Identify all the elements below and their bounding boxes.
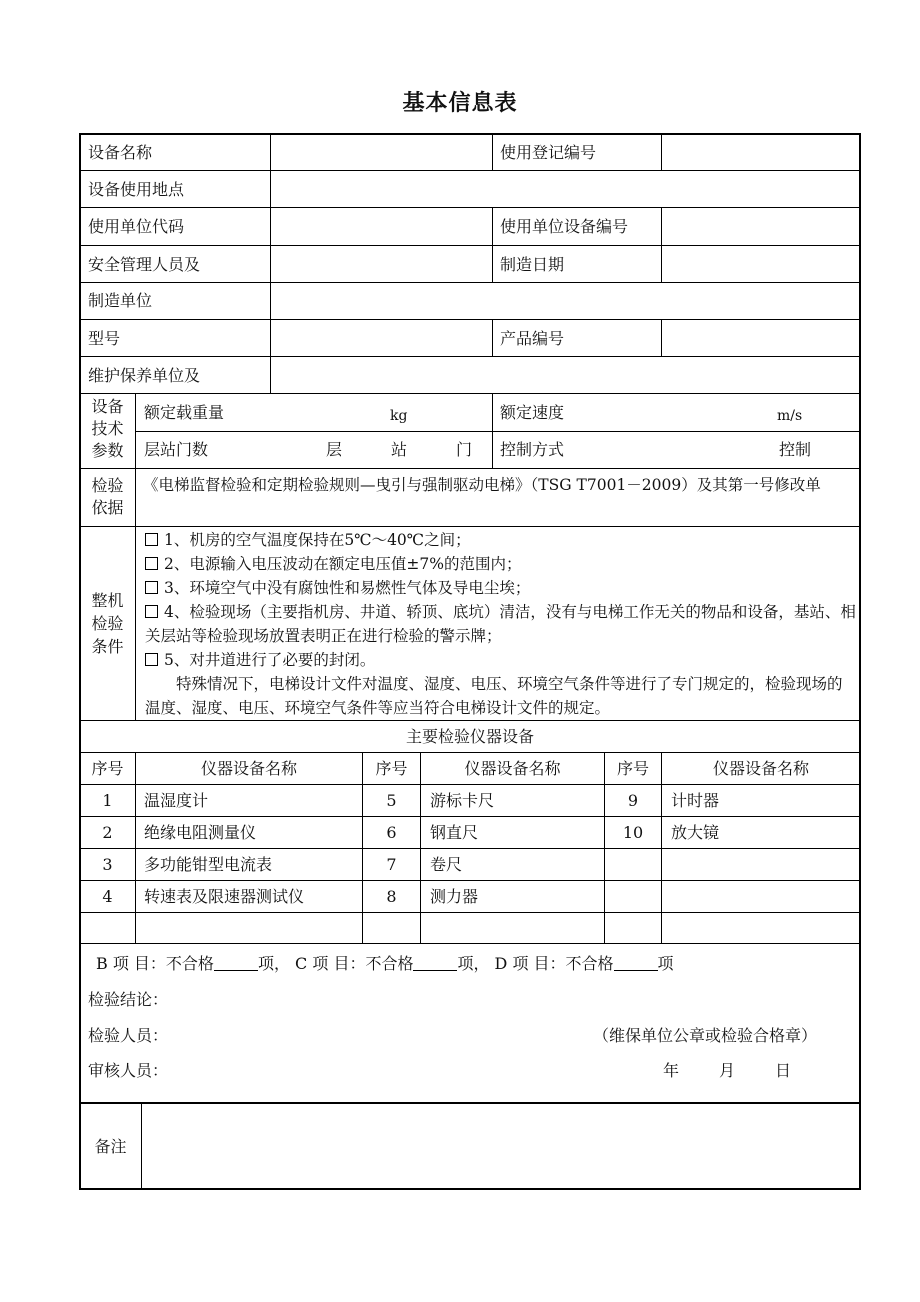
row-divider bbox=[79, 319, 861, 320]
row-divider bbox=[79, 356, 861, 357]
instrument-name: 放大镜 bbox=[671, 823, 720, 842]
condition-item bbox=[145, 600, 857, 648]
instrument-name: 多功能钳型电流表 bbox=[144, 855, 273, 874]
seq-header: 序号 bbox=[91, 759, 124, 778]
condition-item bbox=[145, 648, 857, 672]
instrument-name: 绝缘电阻测量仪 bbox=[144, 823, 257, 842]
condition-text: 3、环境空气中没有腐蚀性和易燃性气体及导电尘埃； bbox=[164, 579, 531, 597]
instrument-no: 7 bbox=[386, 855, 397, 874]
row-divider bbox=[79, 784, 861, 785]
conditions-label-line: 条件 bbox=[91, 637, 124, 656]
col-divider bbox=[270, 133, 271, 393]
row-divider bbox=[79, 816, 861, 817]
col-divider bbox=[492, 133, 493, 171]
conclusion-label: 检验结论： bbox=[88, 990, 169, 1009]
checkbox-icon[interactable] bbox=[145, 653, 158, 666]
instrument-no: 1 bbox=[102, 791, 113, 810]
basis-label-line: 依据 bbox=[91, 498, 124, 517]
row-divider bbox=[79, 848, 861, 849]
condition-text: 1、机房的空气温度保持在5℃～40℃之间； bbox=[164, 531, 471, 549]
stops-label: 层站门数 bbox=[144, 440, 209, 459]
row-divider bbox=[79, 207, 861, 208]
row-divider bbox=[79, 282, 861, 283]
col-divider bbox=[362, 752, 363, 943]
date-month: 月 bbox=[719, 1061, 736, 1080]
device-name-label: 设备名称 bbox=[88, 143, 153, 162]
unit-code-label: 使用单位代码 bbox=[88, 217, 185, 236]
unit-device-no-label: 使用单位设备编号 bbox=[500, 217, 629, 236]
basis-text: 《电梯监督检验和定期检验规则—曳引与强制驱动电梯》（TSG T7001－2009）及其第一号修改单 bbox=[143, 476, 821, 494]
control-unit: 控制 bbox=[779, 440, 812, 459]
col-divider bbox=[420, 752, 421, 943]
col-divider bbox=[135, 752, 136, 943]
use-location-label: 设备使用地点 bbox=[88, 180, 185, 199]
basis-label bbox=[80, 475, 135, 519]
condition-text: 4、检验现场（主要指机房、井道、轿顶、底坑）清洁，没有与电梯工作无关的物品和设备，基站、相关层站等检验现场放置表明正在进行检验的警示牌； bbox=[145, 603, 856, 645]
col-divider bbox=[661, 319, 662, 357]
mfg-date-label: 制造日期 bbox=[500, 255, 565, 274]
checkbox-icon[interactable] bbox=[145, 605, 158, 618]
condition-text: 2、电源输入电压波动在额定电压值±7%的范围内； bbox=[164, 555, 522, 573]
col-divider bbox=[135, 393, 136, 720]
row-divider bbox=[79, 912, 861, 913]
instrument-no: 2 bbox=[102, 823, 113, 842]
tech-group-label-line: 设备 bbox=[91, 397, 124, 416]
condition-item bbox=[145, 552, 857, 576]
conditions-label-line: 整机 bbox=[91, 591, 124, 610]
instrument-no: 8 bbox=[386, 887, 397, 906]
name-header: 仪器设备名称 bbox=[712, 759, 809, 778]
remarks-label: 备注 bbox=[94, 1137, 127, 1156]
seq-header: 序号 bbox=[375, 759, 408, 778]
row-divider bbox=[79, 245, 861, 246]
b-items-label: B 项 目：不合格 bbox=[96, 954, 214, 973]
d-items-blank[interactable] bbox=[614, 954, 658, 971]
checkbox-icon[interactable] bbox=[145, 557, 158, 570]
instrument-name: 卷尺 bbox=[430, 855, 463, 874]
speed-unit: m/s bbox=[777, 408, 803, 424]
instrument-no: 5 bbox=[386, 791, 397, 810]
conditions-list bbox=[145, 528, 857, 720]
col-divider bbox=[492, 393, 493, 468]
tech-group-label-line: 技术 bbox=[91, 419, 124, 438]
rated-load-label: 额定载重量 bbox=[144, 403, 225, 422]
b-items-blank[interactable] bbox=[214, 954, 258, 971]
product-no-label: 产品编号 bbox=[500, 329, 565, 348]
conditions-label bbox=[80, 589, 135, 658]
row-divider bbox=[79, 880, 861, 881]
safety-manager-label: 安全管理人员及 bbox=[88, 255, 201, 274]
condition-item bbox=[145, 528, 857, 552]
special-note: 特殊情况下，电梯设计文件对温度、湿度、电压、环境空气条件等进行了专门规定的，检验现场的温度、湿度、电压、环境空气条件等应当符合电梯设计文件的规定。 bbox=[145, 675, 843, 717]
instruments-title: 主要检验仪器设备 bbox=[405, 727, 534, 746]
conditions-label-line: 检验 bbox=[91, 614, 124, 633]
control-mode-label: 控制方式 bbox=[500, 440, 565, 459]
row-divider bbox=[79, 468, 861, 469]
row-divider bbox=[79, 170, 861, 171]
instrument-name: 测力器 bbox=[430, 887, 479, 906]
d-items-tail: 项 bbox=[657, 954, 674, 973]
tech-group-label bbox=[80, 396, 135, 462]
col-divider bbox=[661, 133, 662, 171]
col-divider bbox=[661, 207, 662, 282]
name-header: 仪器设备名称 bbox=[200, 759, 297, 778]
instrument-name: 游标卡尺 bbox=[430, 791, 495, 810]
checkbox-icon[interactable] bbox=[145, 533, 158, 546]
seal-note: （维保单位公章或检验合格章） bbox=[593, 1026, 818, 1045]
instrument-name: 钢直尺 bbox=[430, 823, 479, 842]
condition-text: 5、对井道进行了必要的封闭。 bbox=[164, 651, 376, 669]
c-items-label: 项， C 项 目：不合格 bbox=[257, 954, 414, 973]
instrument-name: 温湿度计 bbox=[144, 791, 209, 810]
row-divider bbox=[79, 1102, 861, 1104]
load-unit: kg bbox=[390, 408, 408, 424]
date-year: 年 bbox=[663, 1061, 680, 1080]
row-divider bbox=[79, 526, 861, 527]
rated-speed-label: 额定速度 bbox=[500, 403, 565, 422]
stations-unit: 站 bbox=[391, 440, 408, 459]
row-divider bbox=[135, 431, 861, 432]
reviewer-label: 审核人员： bbox=[88, 1061, 169, 1080]
manufacturer-label: 制造单位 bbox=[88, 291, 153, 310]
seq-header: 序号 bbox=[616, 759, 649, 778]
row-divider bbox=[79, 943, 861, 944]
instrument-no: 10 bbox=[622, 823, 644, 842]
doors-unit: 门 bbox=[456, 440, 473, 459]
tech-group-label-line: 参数 bbox=[91, 441, 124, 460]
c-items-blank[interactable] bbox=[413, 954, 457, 971]
instrument-no: 9 bbox=[627, 791, 639, 810]
instrument-no: 4 bbox=[102, 887, 113, 906]
col-divider bbox=[492, 207, 493, 282]
instrument-no: 3 bbox=[102, 855, 113, 874]
row-divider bbox=[79, 393, 861, 394]
col-divider bbox=[141, 1103, 142, 1189]
page-title: 基本信息表 bbox=[402, 91, 518, 116]
row-divider bbox=[79, 720, 861, 721]
instrument-no: 6 bbox=[386, 823, 397, 842]
condition-item bbox=[145, 576, 857, 600]
date-day: 日 bbox=[775, 1061, 792, 1080]
col-divider bbox=[492, 319, 493, 357]
nonconformity-summary bbox=[96, 954, 674, 974]
name-header: 仪器设备名称 bbox=[464, 759, 561, 778]
model-label: 型号 bbox=[88, 329, 121, 348]
reg-no-label: 使用登记编号 bbox=[500, 143, 597, 162]
instrument-name: 计时器 bbox=[671, 791, 720, 810]
col-divider bbox=[661, 752, 662, 943]
col-divider bbox=[604, 752, 605, 943]
maintenance-unit-label: 维护保养单位及 bbox=[88, 366, 201, 385]
checkbox-icon[interactable] bbox=[145, 581, 158, 594]
basis-label-line: 检验 bbox=[91, 476, 124, 495]
row-divider bbox=[79, 752, 861, 753]
d-items-label: 项， D 项 目：不合格 bbox=[457, 954, 614, 973]
instrument-name: 转速表及限速器测试仪 bbox=[144, 887, 305, 906]
floors-unit: 层 bbox=[326, 440, 343, 459]
inspector-label: 检验人员： bbox=[88, 1026, 169, 1045]
